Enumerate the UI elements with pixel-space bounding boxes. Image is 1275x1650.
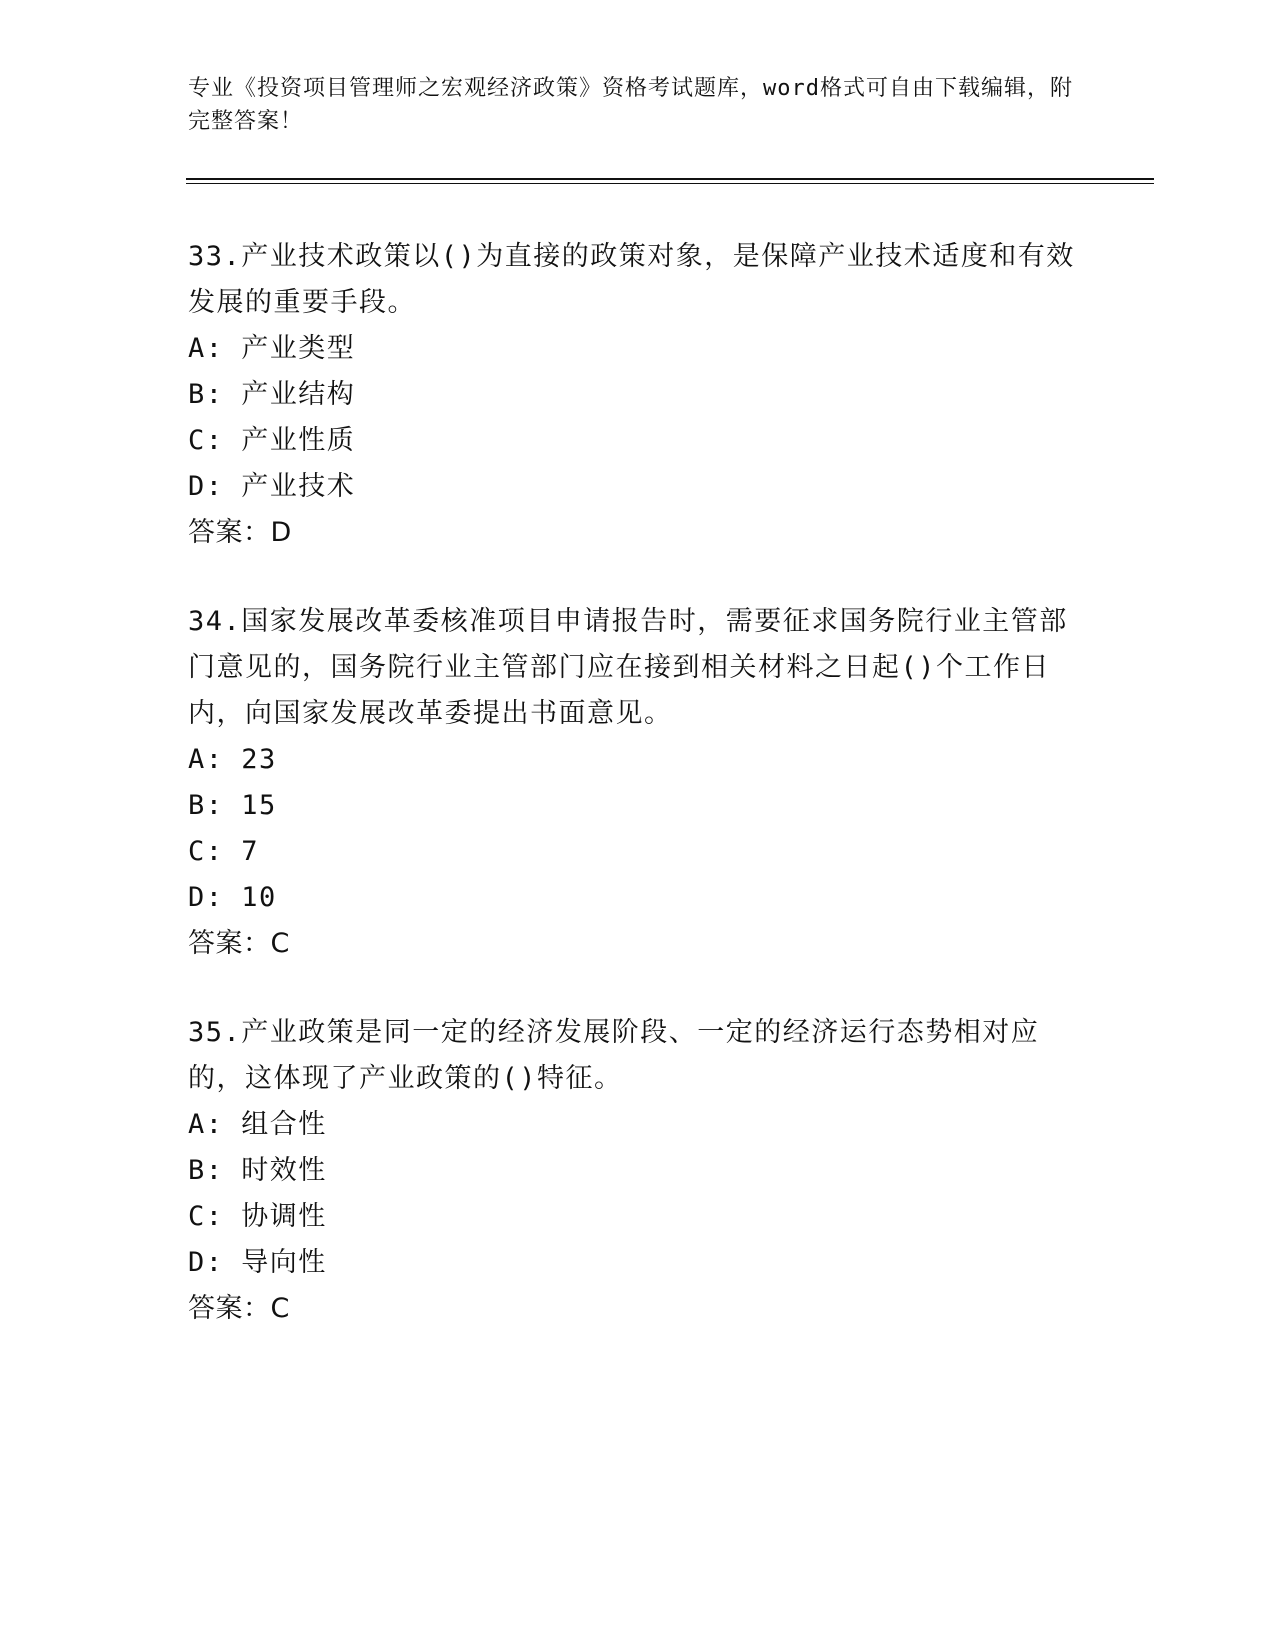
answer-label: 答案：D <box>188 517 292 548</box>
option-a: A: 23 <box>188 744 277 775</box>
option-b: B: 产业结构 <box>188 379 356 410</box>
question-stem: 33.产业技术政策以()为直接的政策对象，是保障产业技术适度和有效发展的重要手段。 <box>188 241 1075 318</box>
option-d: D: 产业技术 <box>188 471 356 502</box>
option-d: D: 导向性 <box>188 1247 327 1278</box>
answer-label: 答案：C <box>188 928 290 959</box>
document-header <box>188 72 1088 138</box>
option-c: C: 7 <box>188 836 260 867</box>
question-stem: 34.国家发展改革委核准项目申请报告时，需要征求国务院行业主管部门意见的，国务院行业主管部门应在接到相关材料之日起()个工作日内，向国家发展改革委提出书面意见。 <box>188 606 1068 729</box>
answer-label: 答案：C <box>188 1293 290 1324</box>
header-rule-thin <box>186 183 1154 184</box>
header-rule-thick <box>186 178 1154 180</box>
question-stem: 35.产业政策是同一定的经济发展阶段、一定的经济运行态势相对应的，这体现了产业政策的()特征。 <box>188 1017 1040 1094</box>
question-33 <box>188 234 1088 556</box>
header-intro-text: 专业《投资项目管理师之宏观经济政策》资格考试题库，word格式可自由下载编辑，附完整答案！ <box>188 76 1073 134</box>
option-c: C: 产业性质 <box>188 425 356 456</box>
question-35 <box>188 1010 1088 1332</box>
question-34 <box>188 599 1088 967</box>
option-c: C: 协调性 <box>188 1201 327 1232</box>
option-a: A: 组合性 <box>188 1109 327 1140</box>
option-a: A: 产业类型 <box>188 333 356 364</box>
option-d: D: 10 <box>188 882 277 913</box>
option-b: B: 时效性 <box>188 1155 327 1186</box>
option-b: B: 15 <box>188 790 277 821</box>
